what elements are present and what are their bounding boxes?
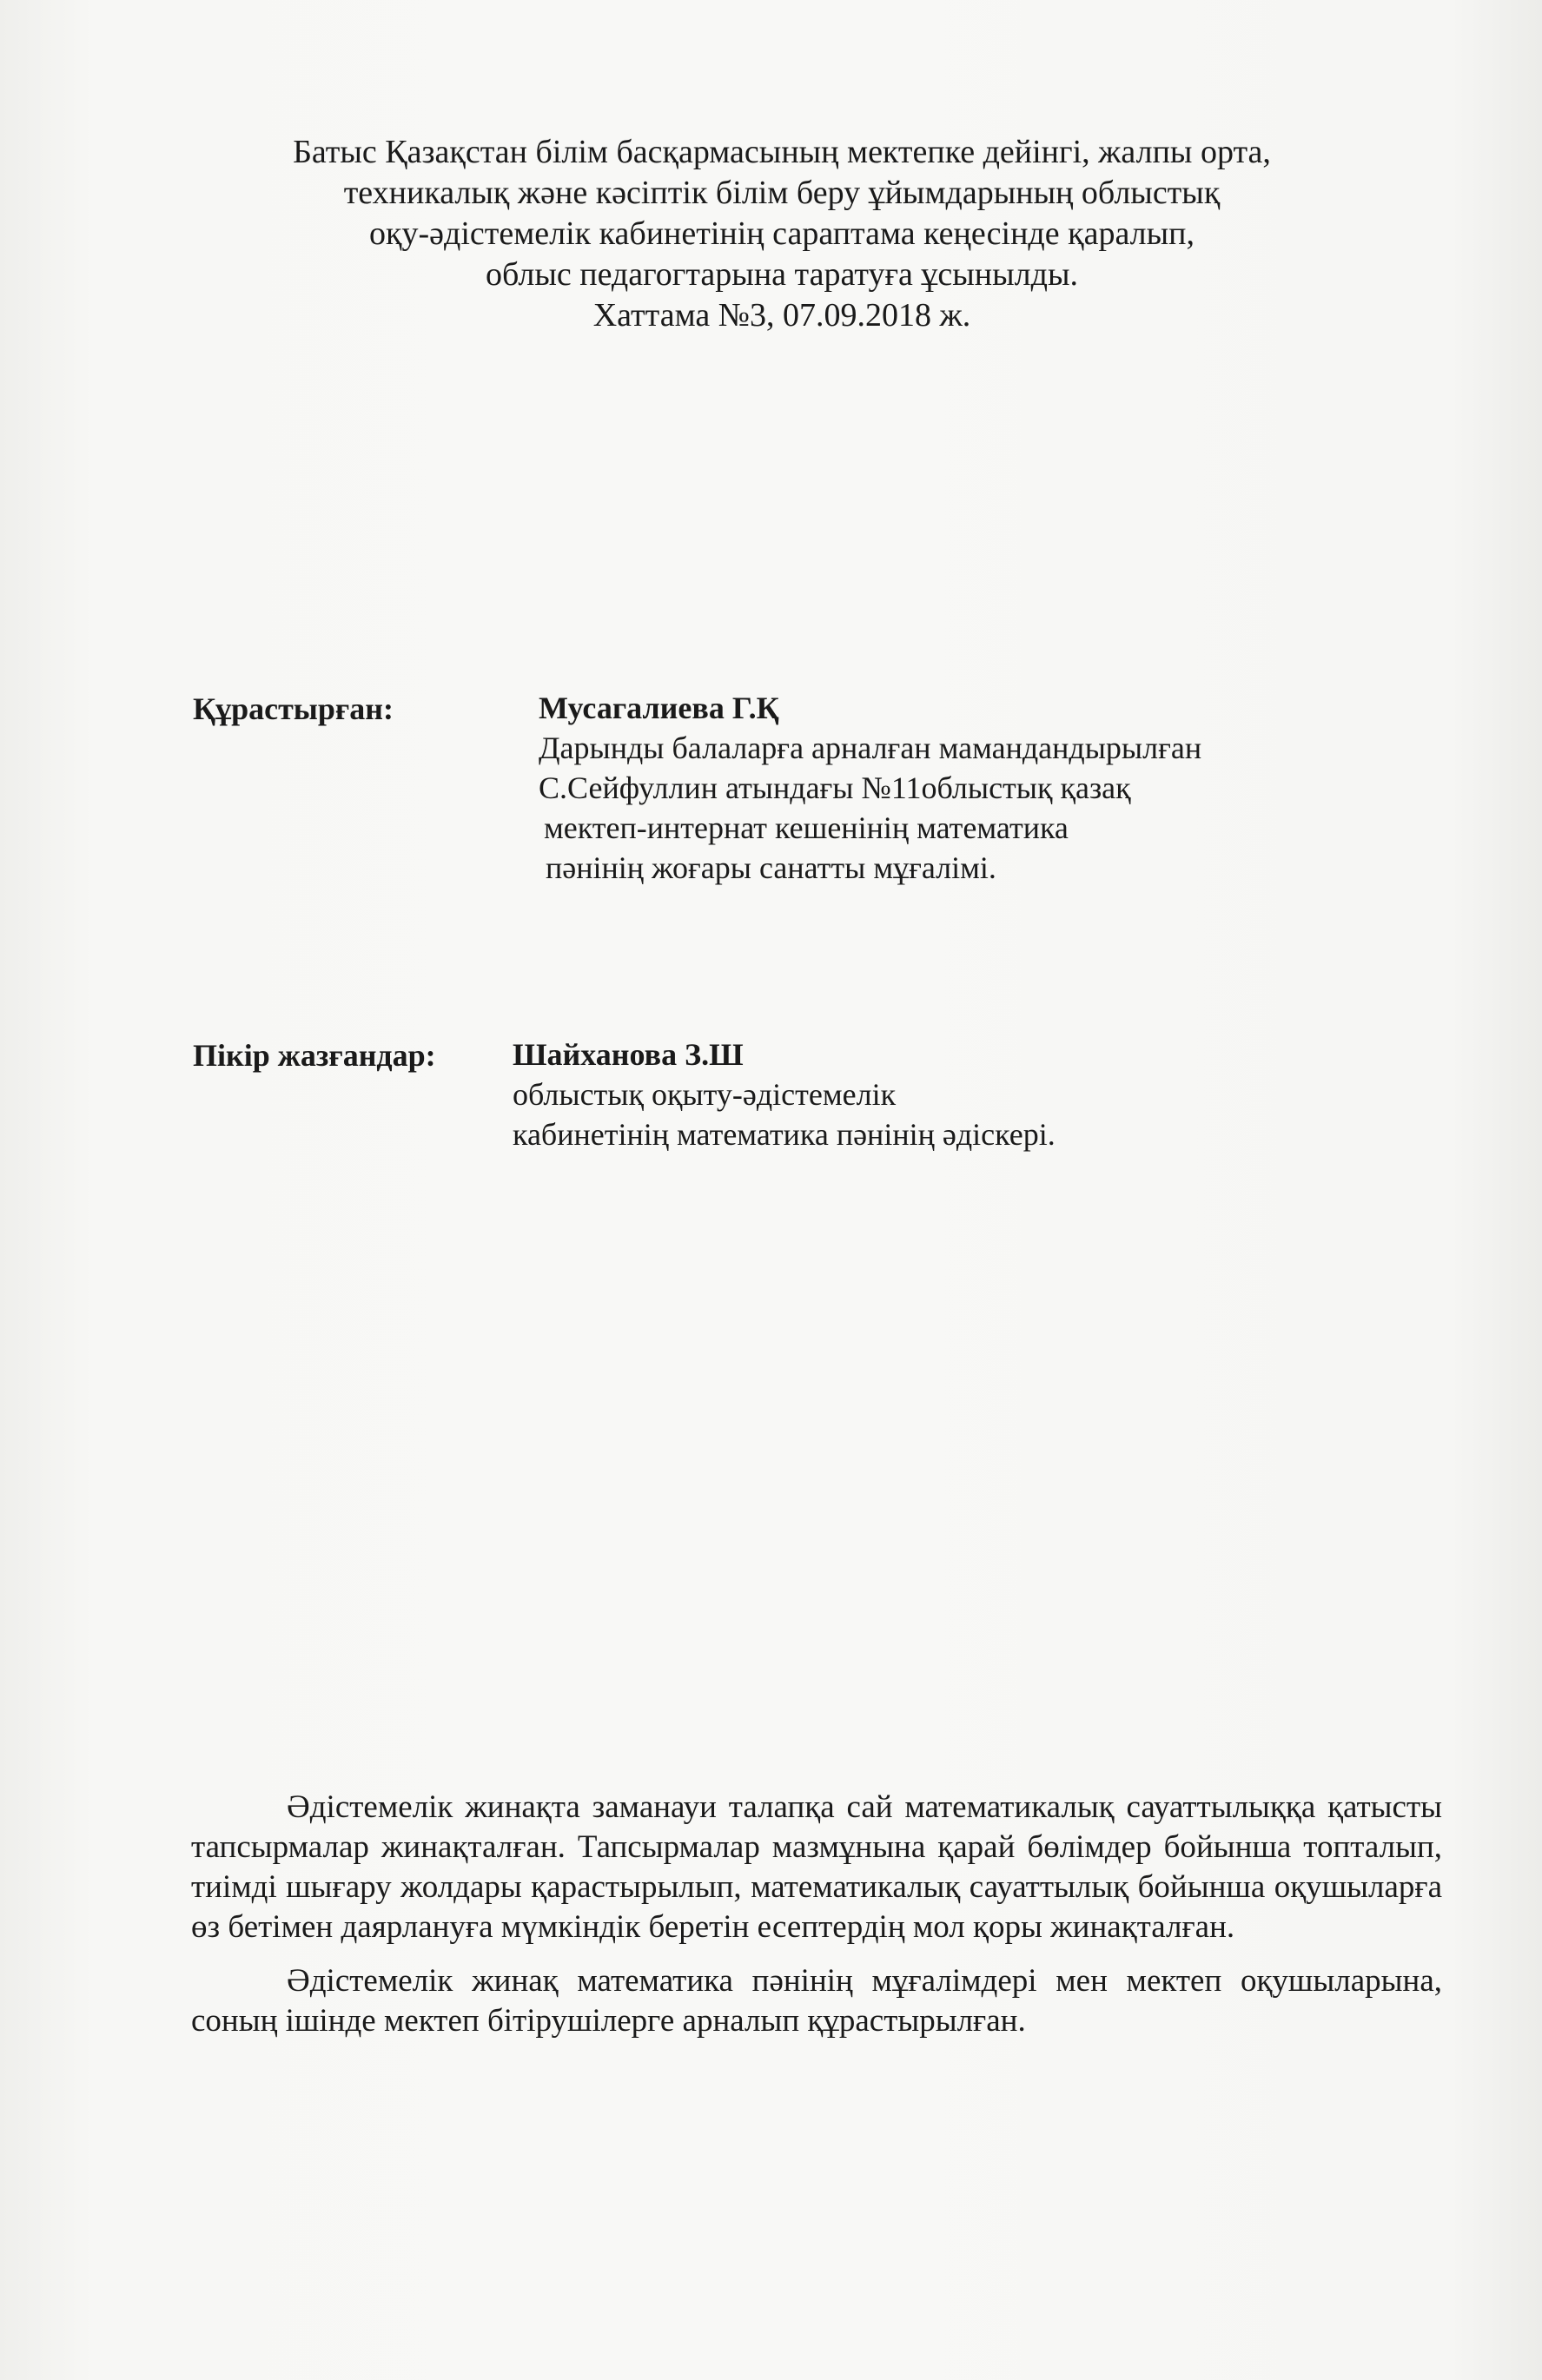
reviewer-detail-line: облыстық оқыту-әдістемелік (513, 1077, 897, 1112)
approval-line: облыс педагогтарына таратуға ұсынылды. (485, 256, 1078, 293)
compiler-detail-line: мектеп-интернат кешенінің математика (544, 810, 1069, 845)
approval-line: Батыс Қазақстан білім басқармасының мектепке дейінгі, жалпы орта, (293, 134, 1271, 170)
compiler-name: Мусагалиева Г.Қ (539, 691, 779, 725)
reviewer-label: Пікір жазғандар: (193, 1038, 436, 1073)
abstract-paragraph: Әдістемелік жинақ математика пәнінің мұғалімдері мен мектеп оқушыларына, соның ішінде мектеп бітірушілерге арналып құрастырылған. (191, 1963, 1442, 2039)
compiler-detail-line: С.Сейфуллин атындағы №11облыстық қазақ (539, 770, 1131, 805)
abstract-paragraph: Әдістемелік жинақта заманауи талапқа сай математикалық сауаттылыққа қатысты тапсырмалар жинақталған. Тапсырмалар мазмұнына қарай бөлімдер бойынша топталып, тиімді шығару жолдары қарастырылып, математикалық сауаттылық бойынша оқушыларға өз бетімен даярлануға мүмкіндік беретін есептердің мол қоры жинақталған. (191, 1789, 1442, 1945)
compiler-detail-line: Дарынды балаларға арналған мамандандырылған (539, 731, 1202, 765)
approval-line: оқу-әдістемелік кабинетінің сараптама кеңесінде қаралып, (369, 215, 1195, 252)
protocol-line: Хаттама №3, 07.09.2018 ж. (592, 297, 971, 334)
compiler-detail-line: пәнінің жоғары санатты мұғалімі. (546, 850, 996, 885)
compiler-label: Құрастырған: (193, 691, 394, 726)
reviewer-block (513, 1035, 1056, 1154)
reviewer-name: Шайханова З.Ш (513, 1037, 744, 1072)
reviewer-detail-line: кабинетінің математика пәнінің әдіскері. (513, 1117, 1056, 1152)
approval-note (174, 132, 1390, 336)
compiler-block (539, 688, 1201, 888)
approval-line: техникалық және кәсіптік білім беру ұйымдарының облыстық (343, 175, 1221, 211)
abstract (191, 1788, 1442, 2055)
